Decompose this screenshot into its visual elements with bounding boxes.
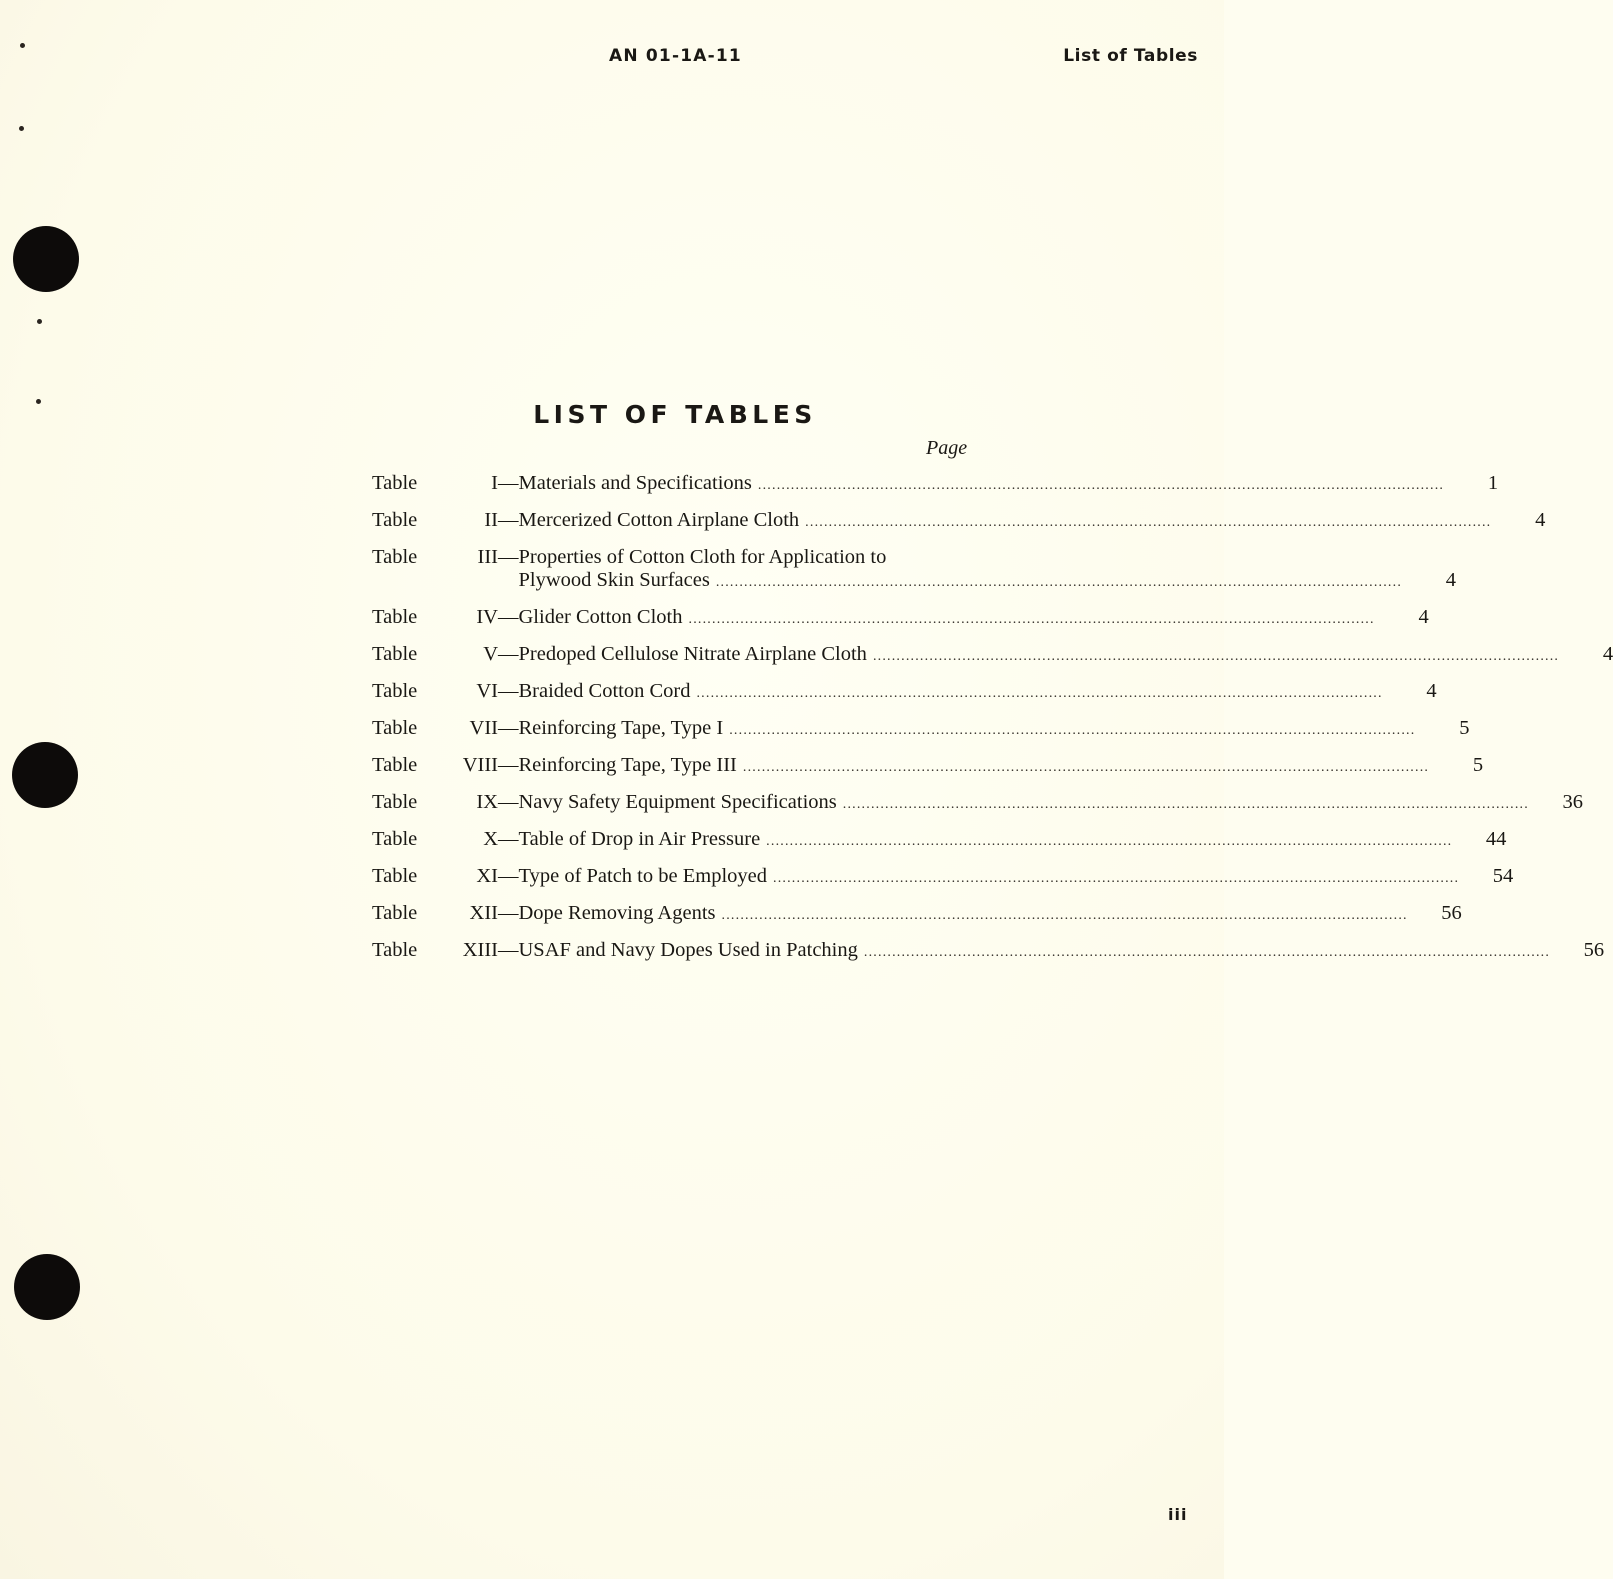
toc-entry[interactable]: [372, 509, 1546, 534]
toc-entry[interactable]: [372, 472, 1499, 497]
entry-number: VI: [476, 680, 498, 702]
section-title: List of Tables: [1063, 46, 1198, 66]
em-dash: —: [498, 606, 519, 628]
toc-entry[interactable]: [372, 939, 1605, 964]
dot-leader: [843, 793, 1529, 816]
toc-entry[interactable]: [372, 643, 1613, 668]
toc-entry[interactable]: [372, 717, 1470, 742]
dot-leader: [689, 608, 1375, 631]
entry-prefix: Table: [372, 546, 418, 568]
dot-leader: [722, 904, 1408, 927]
entry-page-number: 4: [1445, 569, 1457, 591]
entry-number: I: [491, 472, 498, 494]
entry-prefix: Table: [372, 754, 418, 776]
entry-prefix: Table: [372, 717, 418, 739]
dot-leader: [743, 756, 1429, 779]
entry-title: Table of Drop in Air Pressure: [518, 828, 761, 850]
dot-leader: [716, 571, 1402, 594]
entry-page-number: 5: [1459, 717, 1470, 739]
toc-entry[interactable]: [372, 754, 1484, 779]
entry-title: Mercerized Cotton Airplane Cloth: [518, 509, 800, 531]
entry-page-number: 36: [1562, 791, 1583, 813]
entry-number: VIII: [462, 754, 498, 776]
margin-mark: [37, 319, 42, 324]
em-dash: —: [498, 828, 519, 850]
entry-title: Navy Safety Equipment Specifications: [518, 791, 837, 813]
entry-prefix: Table: [372, 680, 418, 702]
entry-prefix: Table: [372, 865, 418, 887]
entry-number: XIII: [462, 939, 498, 961]
em-dash: —: [498, 865, 519, 887]
em-dash: —: [498, 717, 519, 739]
toc-entry[interactable]: [372, 606, 1429, 631]
dot-leader: [729, 719, 1415, 742]
entry-number: III: [477, 546, 498, 568]
entry-page-number: 44: [1485, 828, 1507, 850]
dot-leader: [766, 830, 1452, 853]
toc-entry[interactable]: [372, 791, 1583, 816]
document-number: AN 01-1A-11: [609, 46, 742, 66]
entry-number: V: [483, 643, 498, 665]
em-dash: —: [498, 939, 519, 961]
entry-number: X: [483, 828, 498, 850]
entry-title: Type of Patch to be Employed: [518, 865, 767, 887]
dot-leader: [758, 474, 1444, 497]
entry-title: Dope Removing Agents: [518, 902, 716, 924]
entry-title: Glider Cotton Cloth: [518, 606, 683, 628]
entry-page-number: 4: [1602, 643, 1613, 665]
dot-leader: [696, 682, 1382, 705]
dot-leader: [864, 941, 1550, 964]
punch-hole-middle: [12, 742, 78, 808]
entry-title: USAF and Navy Dopes Used in Patching: [518, 939, 858, 961]
em-dash: —: [498, 902, 519, 924]
entry-page-number: 54: [1492, 865, 1514, 887]
table-list: [372, 472, 1613, 976]
entry-prefix: Table: [372, 606, 418, 628]
entry-prefix: Table: [372, 643, 418, 665]
dot-leader: [805, 511, 1491, 534]
em-dash: —: [498, 509, 519, 531]
toc-entry[interactable]: [372, 865, 1514, 890]
punch-hole-top: [13, 226, 79, 292]
page-title: LIST OF TABLES: [533, 400, 817, 429]
entry-page-number: 56: [1583, 939, 1605, 961]
margin-mark: [19, 126, 24, 131]
toc-entry[interactable]: [372, 902, 1462, 927]
entry-title: Reinforcing Tape, Type I: [518, 717, 724, 739]
entry-title: Properties of Cotton Cloth for Application to: [518, 546, 887, 568]
page-column-label: Page: [926, 437, 968, 459]
entry-number: IV: [476, 606, 498, 628]
toc-entry[interactable]: [372, 828, 1507, 853]
entry-title: Predoped Cellulose Nitrate Airplane Cloth: [518, 643, 867, 665]
entry-number: VII: [469, 717, 498, 739]
toc-entry[interactable]: [372, 546, 1457, 594]
entry-page-number: 4: [1426, 680, 1437, 702]
page-folio: iii: [1168, 1505, 1188, 1524]
entry-page-number: 5: [1472, 754, 1484, 776]
toc-entry[interactable]: [372, 680, 1437, 705]
entry-page-number: 1: [1487, 472, 1499, 494]
em-dash: —: [498, 546, 519, 568]
entry-title: Materials and Specifications: [518, 472, 752, 494]
punch-hole-bottom: [14, 1254, 80, 1320]
entry-number: IX: [476, 791, 498, 813]
em-dash: —: [498, 643, 519, 665]
entry-prefix: Table: [372, 472, 418, 494]
em-dash: —: [498, 791, 519, 813]
em-dash: —: [498, 754, 519, 776]
entry-prefix: Table: [372, 791, 418, 813]
entry-page-number: 56: [1441, 902, 1462, 924]
entry-title: Braided Cotton Cord: [518, 680, 691, 702]
entry-title: Plywood Skin Surfaces: [518, 569, 710, 591]
entry-page-number: 4: [1418, 606, 1429, 628]
dot-leader: [773, 867, 1459, 890]
em-dash: —: [498, 680, 519, 702]
entry-prefix: Table: [372, 828, 418, 850]
margin-mark: [20, 43, 25, 48]
entry-page-number: 4: [1535, 509, 1546, 531]
entry-title: Reinforcing Tape, Type III: [518, 754, 737, 776]
entry-number: XI: [476, 865, 498, 887]
entry-number: XII: [469, 902, 498, 924]
entry-prefix: Table: [372, 509, 418, 531]
em-dash: —: [498, 472, 519, 494]
entry-prefix: Table: [372, 939, 418, 961]
entry-prefix: Table: [372, 902, 418, 924]
entry-number: II: [484, 509, 498, 531]
dot-leader: [873, 645, 1559, 668]
